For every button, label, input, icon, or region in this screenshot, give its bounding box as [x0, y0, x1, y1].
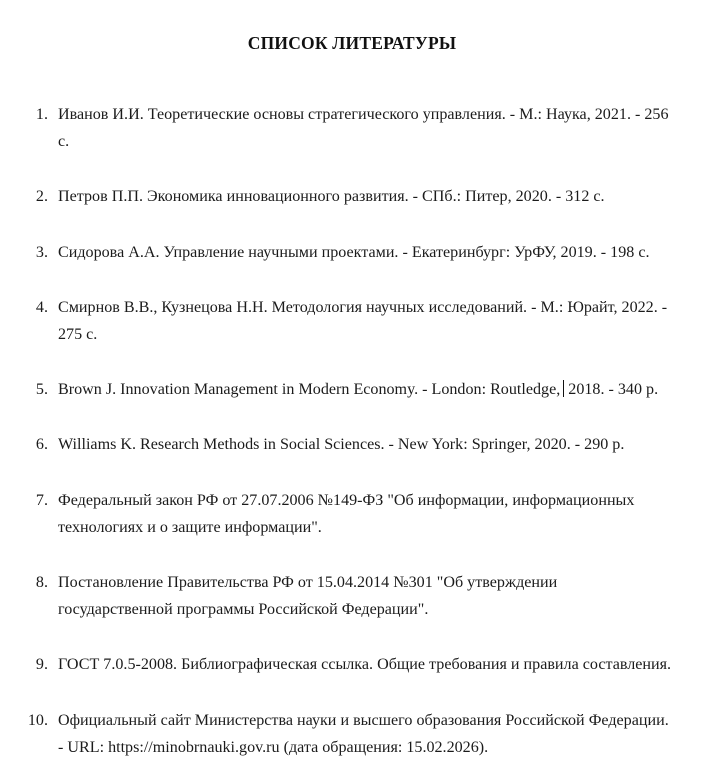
reference-entry[interactable]	[0, 707, 704, 761]
reference-number: 3.	[35, 243, 48, 261]
reference-text[interactable]: Иванов И.И. Теоретические основы стратегического управления. - М.: Наука, 2021. - 256 с.	[58, 106, 669, 151]
reference-text[interactable]: Сидорова А.А. Управление научными проектами. - Екатеринбург: УрФУ, 2019. - 198 с.	[58, 243, 650, 261]
reference-entry[interactable]	[0, 431, 704, 458]
reference-number: 10.	[27, 711, 48, 729]
reference-number: 4.	[35, 298, 48, 316]
reference-number: 6.	[35, 436, 48, 454]
reference-entry[interactable]	[0, 294, 704, 348]
reference-text[interactable]: Смирнов В.В., Кузнецова Н.Н. Методология научных исследований. - М.: Юрайт, 2022. - 275 с.	[58, 298, 668, 344]
reference-text[interactable]	[58, 381, 658, 398]
reference-entry[interactable]	[0, 487, 704, 541]
reference-entry[interactable]	[0, 183, 704, 210]
reference-text-before-caret: Brown J. Innovation Management in Modern Economy. - London: Routledge,	[58, 381, 561, 399]
reference-entry[interactable]	[0, 101, 704, 155]
reference-list	[0, 54, 704, 761]
reference-entry[interactable]	[0, 239, 704, 266]
reference-number: 8.	[35, 574, 48, 592]
page-title: СПИСОК ЛИТЕРАТУРЫ	[247, 33, 457, 53]
reference-text[interactable]: ГОСТ 7.0.5-2008. Библиографическая ссылка. Общие требования и правила составления.	[58, 656, 672, 674]
reference-entry[interactable]	[0, 651, 704, 678]
reference-number: 9.	[35, 656, 48, 674]
reference-text[interactable]: Петров П.П. Экономика инновационного развития. - СПб.: Питер, 2020. - 312 с.	[58, 188, 605, 206]
reference-text[interactable]: Официальный сайт Министерства науки и высшего образования Российской Федерации. - URL: https://minobrnauki.gov.ru (дата обращения: 15.02.2026).	[58, 711, 669, 756]
reference-text-after-caret: 2018. - 340 p.	[564, 381, 659, 399]
reference-text[interactable]: Постановление Правительства РФ от 15.04.2014 №301 "Об утверждении государственной программы Российской Федерации".	[58, 574, 558, 619]
reference-number: 2.	[35, 188, 48, 206]
reference-text[interactable]: Федеральный закон РФ от 27.07.2006 №149-ФЗ "Об информации, информационных технологиях и о защите информации".	[58, 491, 635, 536]
reference-number: 5.	[35, 381, 48, 399]
reference-number: 7.	[35, 491, 48, 509]
reference-text[interactable]: Williams K. Research Methods in Social Sciences. - New York: Springer, 2020. - 290 p.	[58, 436, 625, 454]
reference-entry[interactable]	[0, 569, 704, 623]
reference-number: 1.	[35, 106, 48, 123]
reference-entry[interactable]	[0, 376, 704, 403]
